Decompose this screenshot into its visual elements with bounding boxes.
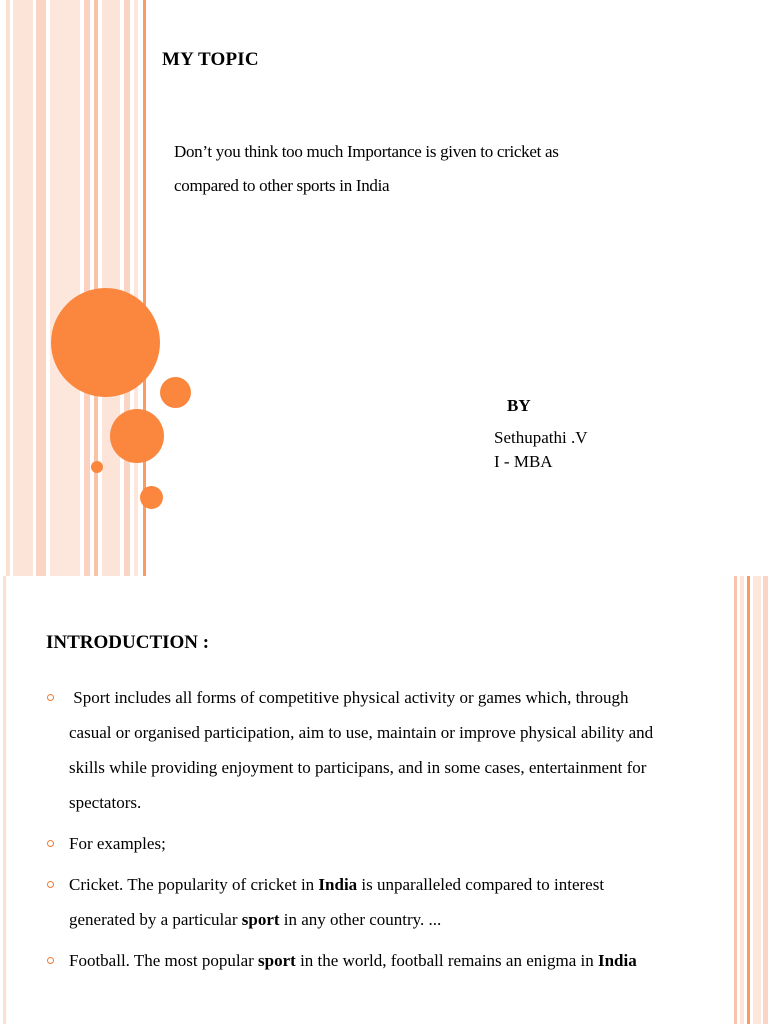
bold-term: India <box>318 875 358 894</box>
bullet-circle-icon <box>47 881 54 888</box>
bullet-text: in any other country. ... <box>279 910 442 929</box>
circle-decoration <box>160 377 191 408</box>
stripe-decoration <box>134 0 138 576</box>
stripe-decoration <box>124 0 130 576</box>
bullet-text: Cricket. The popularity of cricket in <box>69 875 319 894</box>
by-label: BY <box>507 396 531 415</box>
bullet-text: Football. The most popular <box>69 951 259 970</box>
bold-term: sport <box>241 910 280 929</box>
bullet-text: For examples; <box>69 834 166 853</box>
stripe-decoration <box>13 0 33 576</box>
topic-question-line2: compared to other sports in India <box>174 176 390 195</box>
circle-decoration <box>51 288 160 397</box>
stripe-decoration <box>84 0 90 576</box>
stripe-decoration <box>50 0 80 576</box>
list-item <box>46 680 666 820</box>
stripe-decoration <box>740 576 744 1024</box>
bold-term: India <box>597 951 637 970</box>
stripe-decoration <box>6 0 10 576</box>
list-item <box>46 867 666 937</box>
bullet-text: in the world, football remains an enigma in <box>295 951 598 970</box>
bullet-text: is unparalleled compared to interest generated by a particular <box>69 875 605 929</box>
bullet-circle-icon <box>47 840 54 847</box>
bullet-text: Sport includes all forms of competitive physical activity or games which, through casual or organised participation, aim to use, maintain or improve physical ability and skills while providing enjoyment to participans, and in some cases, entertainment for spectators. <box>69 688 658 812</box>
author-course: I - MBA <box>494 452 553 471</box>
circle-decoration <box>91 461 103 473</box>
bold-term: sport <box>258 951 296 970</box>
introduction-slide <box>0 576 768 1024</box>
list-item <box>46 826 666 861</box>
slide-title: MY TOPIC <box>162 49 259 70</box>
circle-decoration <box>140 486 163 509</box>
stripe-decoration <box>734 576 737 1024</box>
topic-question-line1: Don’t you think too much Importance is given to cricket as <box>174 142 559 161</box>
slide-title: INTRODUCTION : <box>46 632 210 653</box>
stripe-decoration <box>763 576 768 1024</box>
stripe-decoration <box>3 576 6 1024</box>
stripe-decoration <box>36 0 46 576</box>
stripe-decoration <box>747 576 750 1024</box>
bullet-circle-icon <box>47 694 54 701</box>
list-item <box>46 943 666 978</box>
author-name: Sethupathi .V <box>494 428 588 447</box>
bullet-circle-icon <box>47 957 54 964</box>
bullet-list <box>46 680 666 984</box>
stripe-decoration <box>753 576 761 1024</box>
circle-decoration <box>110 409 164 463</box>
